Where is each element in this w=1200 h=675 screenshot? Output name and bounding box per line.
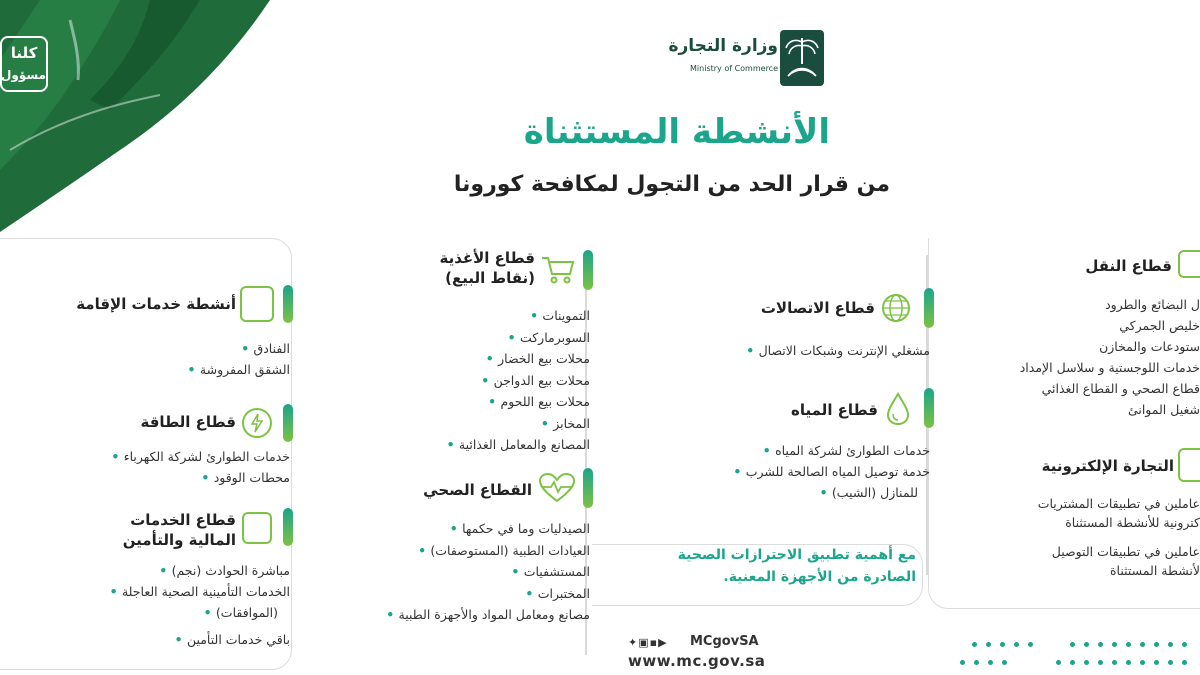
list-item: عاملين في تطبيقات التوصيل xyxy=(1051,544,1200,559)
energy-list xyxy=(30,446,290,488)
list-item: الصيدليات وما في حكمها • xyxy=(320,518,590,540)
document-shield-icon xyxy=(242,512,272,544)
ecommerce-list xyxy=(960,494,1200,580)
palm-swords-icon xyxy=(780,30,824,86)
list-item: المخابز • xyxy=(360,413,590,435)
list-item-continued: للمنازل (الشيب) • xyxy=(640,482,930,503)
social-handle: MCgovSA xyxy=(690,634,759,649)
ministry-name-en: Ministry of Commerce xyxy=(690,64,778,73)
social-icons xyxy=(628,636,688,650)
list-item: مشغلي الإنترنت وشبكات الاتصال • xyxy=(650,340,930,361)
ministry-logo xyxy=(780,30,824,86)
building-icon xyxy=(240,286,274,322)
lightning-icon xyxy=(242,408,272,438)
badge-line2: مسؤول xyxy=(0,68,46,82)
truck-icon xyxy=(1178,250,1200,278)
food-title xyxy=(400,248,535,288)
list-item: ل البضائع والطرود xyxy=(1105,297,1200,312)
instagram-icon: ▣ xyxy=(638,636,650,649)
list-item: باقي خدمات التأمين • xyxy=(20,629,290,650)
health-title: القطاع الصحي xyxy=(423,481,532,499)
residence-list xyxy=(60,338,290,380)
list-item: الفنادق • xyxy=(60,338,290,359)
health-list xyxy=(320,518,590,626)
list-item: عاملين في تطبيقات المشتريات xyxy=(1037,496,1200,511)
ministry-name-ar: وزارة التجارة xyxy=(668,36,778,56)
list-item: خدمات الطوارئ لشركة الكهرباء • xyxy=(30,446,290,467)
list-item: لأنشطة المستثناة xyxy=(1109,563,1200,578)
food-title-line1: قطاع الأغذية xyxy=(439,249,535,267)
list-item-continued: (الموافقات) • xyxy=(20,602,290,623)
list-item: كترونية للأنشطة المستثناة xyxy=(1065,515,1200,530)
list-item: ستودعات والمخازن xyxy=(1099,339,1200,354)
campaign-badge xyxy=(0,36,48,92)
health-accent xyxy=(583,468,593,508)
health-note xyxy=(598,544,916,596)
finance-list xyxy=(20,560,290,650)
note-line2: الصادرة من الأجهزة المعنية. xyxy=(723,569,916,585)
food-list xyxy=(360,305,590,456)
energy-title: قطاع الطاقة xyxy=(140,413,236,431)
list-item: مباشرة الحوادث (نجم) • xyxy=(20,560,290,581)
list-item: محلات بيع اللحوم • xyxy=(360,391,590,413)
finance-title-line1: قطاع الخدمات xyxy=(130,511,236,529)
water-title: قطاع المياه xyxy=(791,401,878,419)
list-item: التموينات • xyxy=(360,305,590,327)
list-item: خليص الجمركي xyxy=(1119,318,1200,333)
water-list xyxy=(640,440,930,503)
page-subtitle: من قرار الحد من التجول لمكافحة كورونا xyxy=(453,172,890,197)
note-line1: مع أهمية تطبيق الاحترازات الصحية xyxy=(677,547,916,563)
transport-list xyxy=(930,294,1200,420)
list-item: الشقق المفروشة • xyxy=(60,359,290,380)
food-title-line2: (نقاط البيع) xyxy=(445,269,535,287)
list-item: الخدمات التأمينية الصحية العاجلة • xyxy=(20,581,290,602)
twitter-icon: ✦ xyxy=(628,636,639,649)
transport-title: قطاع النقل xyxy=(1085,257,1172,275)
heart-pulse-icon xyxy=(537,472,577,504)
list-item: خدمات الطوارئ لشركة المياه • xyxy=(640,440,930,461)
list-item: خدمات اللوجستية و سلاسل الإمداد xyxy=(1019,360,1200,375)
list-item: المستشفيات • xyxy=(320,561,590,583)
list-item: المختبرات • xyxy=(320,583,590,605)
list-item: العيادات الطبية (المستوصفات) • xyxy=(320,540,590,562)
website-url[interactable]: www.mc.gov.sa xyxy=(628,652,766,670)
food-accent xyxy=(583,250,593,290)
list-item: قطاع الصحي و القطاع الغذائي xyxy=(1041,381,1200,396)
finance-accent xyxy=(283,508,293,546)
list-item: مصانع ومعامل المواد والأجهزة الطبية • xyxy=(320,604,590,626)
list-item: محلات بيع الخضار • xyxy=(360,348,590,370)
list-item: المصانع والمعامل الغذائية • xyxy=(360,434,590,456)
youtube-icon: ▶ xyxy=(658,636,668,649)
page-title: الأنشطة المستثناة xyxy=(523,112,830,152)
residence-title: أنشطة خدمات الإقامة xyxy=(76,295,236,313)
finance-title xyxy=(60,510,236,550)
list-item: محلات بيع الدواجن • xyxy=(360,370,590,392)
facebook-icon: ▪ xyxy=(649,636,659,649)
finance-title-line2: المالية والتأمين xyxy=(122,531,236,549)
list-item: شغيل الموانئ xyxy=(1127,402,1200,417)
water-drop-icon xyxy=(884,392,912,426)
telecom-list xyxy=(650,340,930,361)
energy-accent xyxy=(283,404,293,442)
phone-cart-icon xyxy=(1178,448,1200,482)
residence-accent xyxy=(283,285,293,323)
list-item: محطات الوقود • xyxy=(30,467,290,488)
shopping-cart-icon xyxy=(540,252,576,286)
telecom-title: قطاع الاتصالات xyxy=(760,299,875,317)
ecommerce-title: التجارة الإلكترونية xyxy=(1041,457,1174,475)
globe-icon xyxy=(880,292,912,324)
dots-decoration xyxy=(960,640,1200,670)
badge-line1: كلنا xyxy=(10,44,38,62)
list-item: خدمة توصيل المياه الصالحة للشرب • xyxy=(640,461,930,482)
list-item: السوبرماركت • xyxy=(360,327,590,349)
